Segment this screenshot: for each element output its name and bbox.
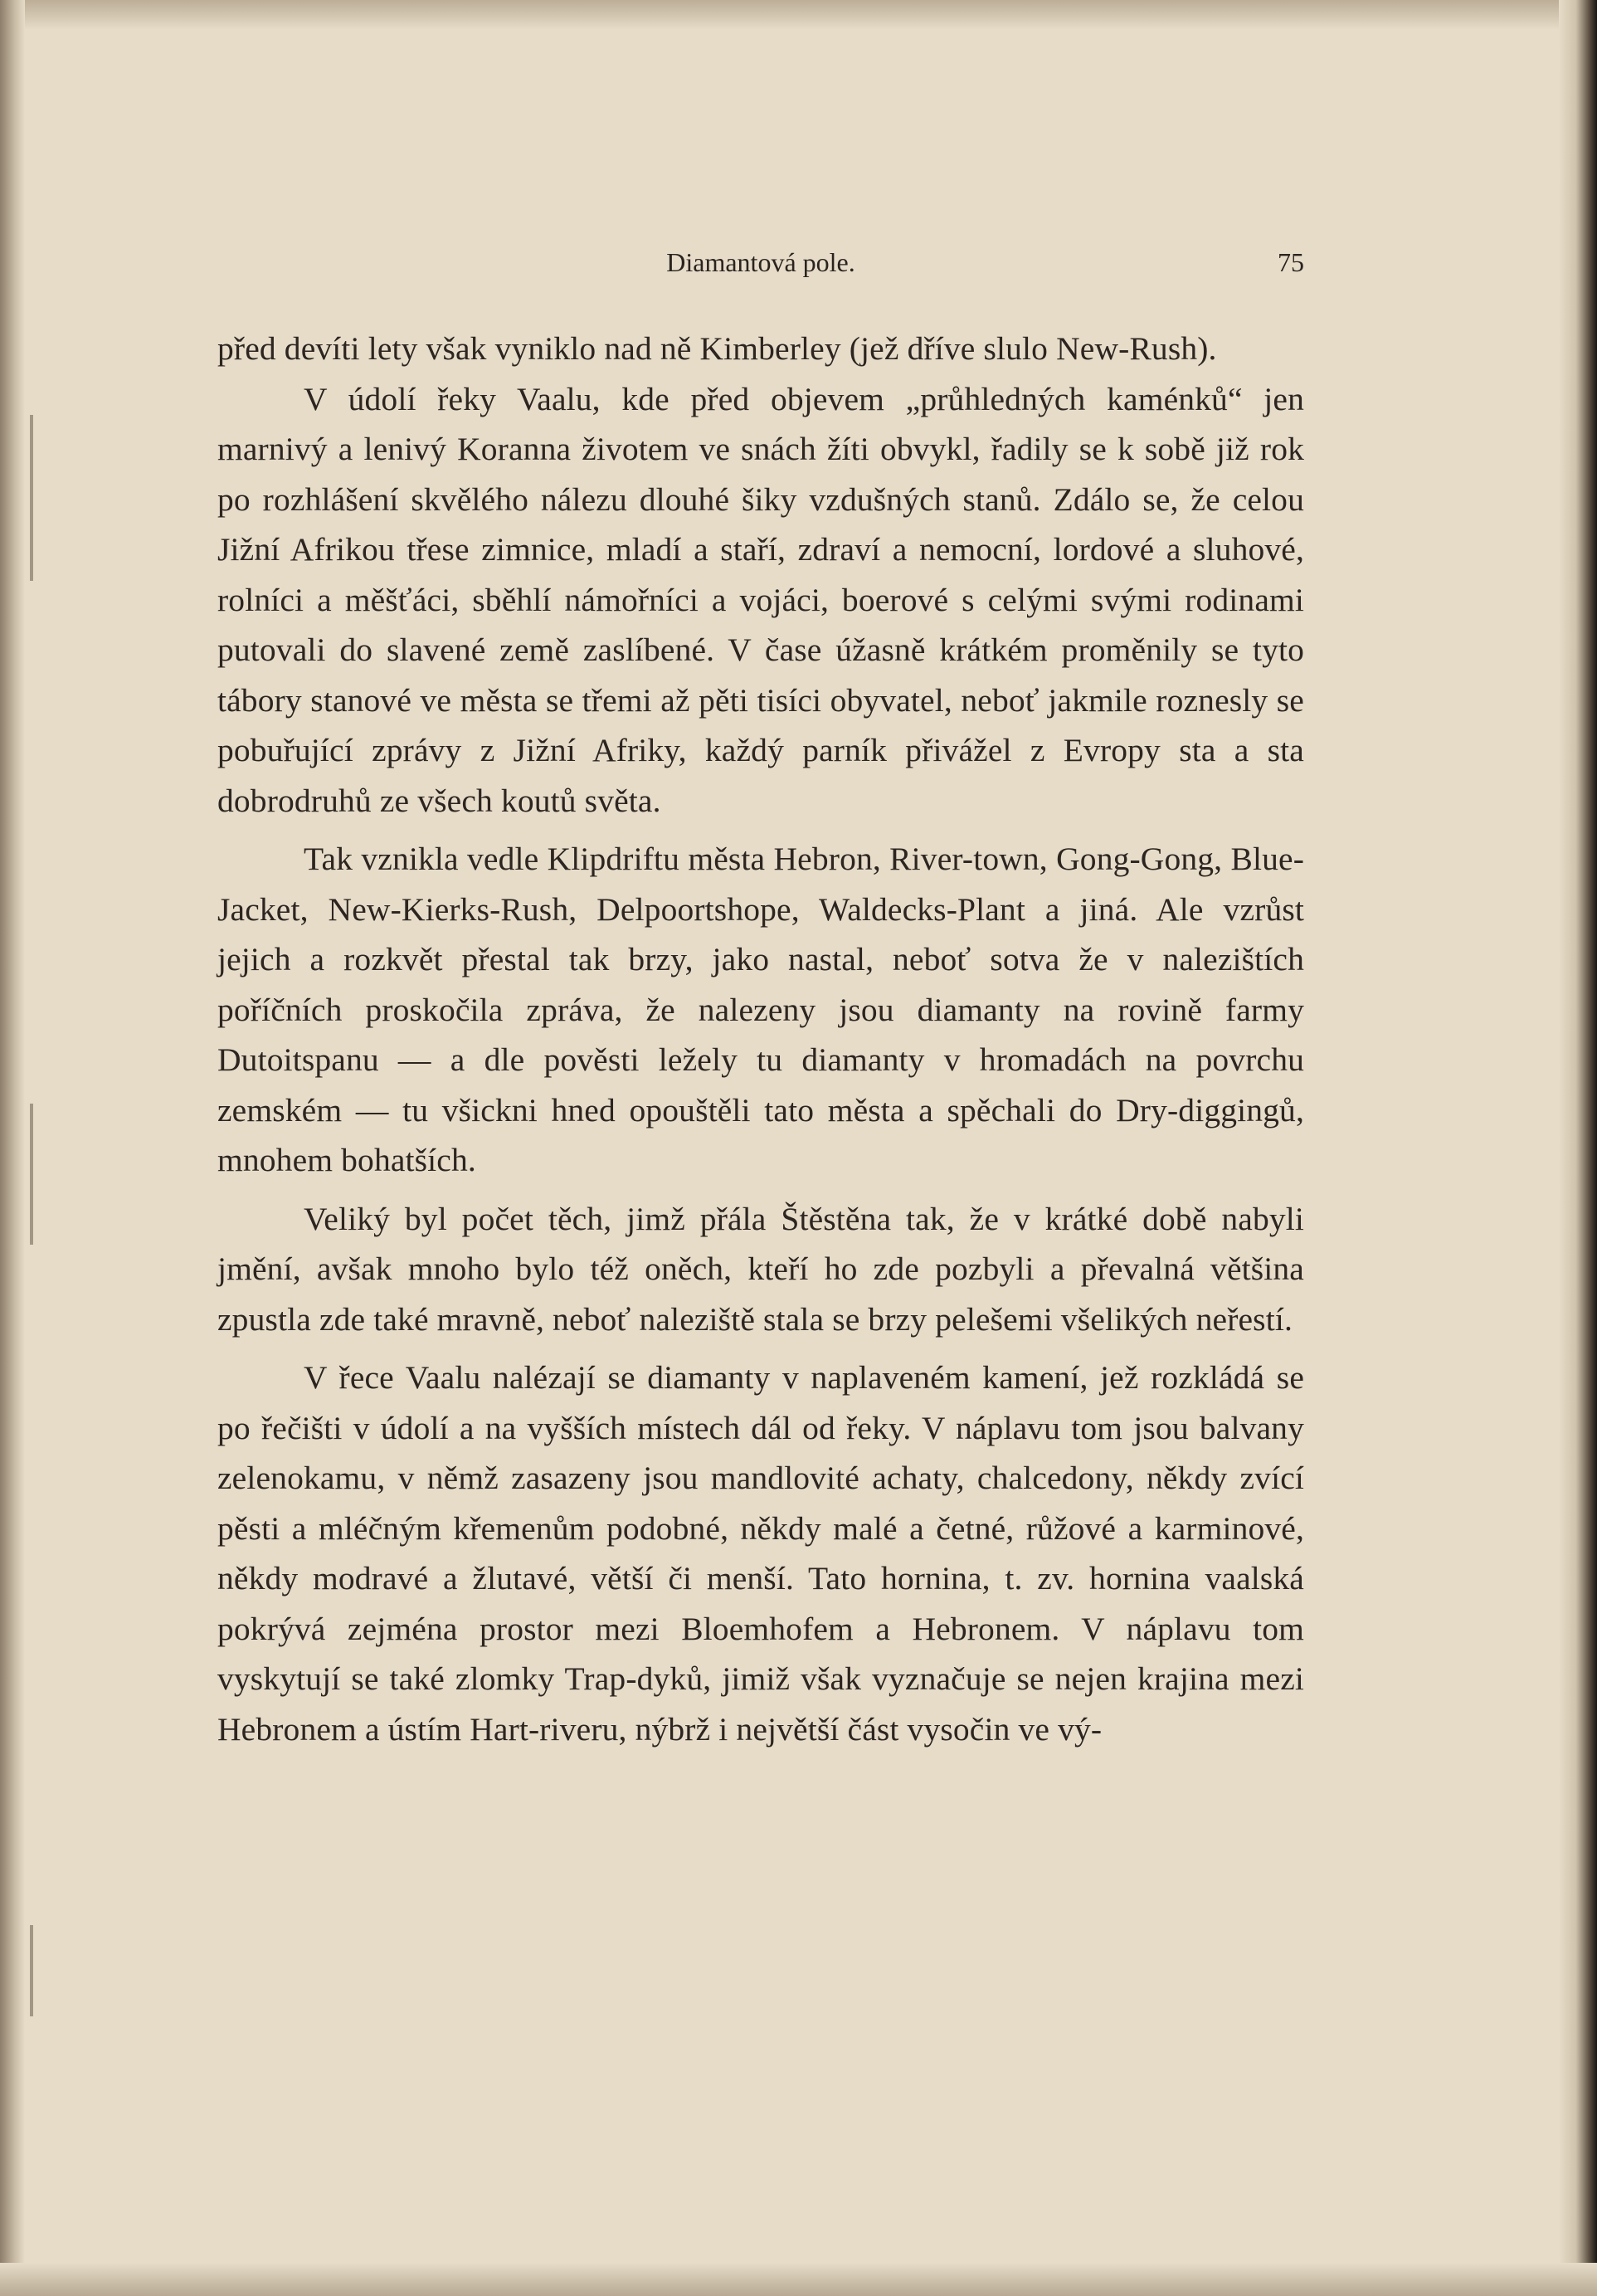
page-top-shadow xyxy=(0,0,1597,30)
paragraph: V řece Vaalu nalézají se diamanty v naplaveném kamení, jež rozkládá se po řečišti v údolí a na vyšších místech dál od řeky. V náplavu tom jsou balvany zelenokamu, v němž zasazeny jsou mandlovité achaty, chalcedony, někdy zvící pěsti a mléčným křemenům podobné, někdy malé a četné, růžové a karminové, někdy modravé a žlutavé, větší či menší. Tato hornina, t. zv. hornina vaalská pokrývá zejména prostor mezi Bloemhofem a Hebronem. V náplavu tom vyskytují se také zlomky Trap-dyků, jimiž však vyznačuje se nejen krajina mezi Hebronem a ústím Hart-riveru, nýbrž i největší část vysočin ve vý- xyxy=(217,1359,1304,1748)
page-gutter-shadow xyxy=(1559,0,1597,2296)
body-text xyxy=(217,324,1304,1754)
running-head xyxy=(217,246,1304,279)
paragraph: Veliký byl počet těch, jimž přála Štěstěna tak, že v krátké době nabyli jmění, avšak mnoho bylo též oněch, kteří ho zde pozbyli a převalná většina zpustla zde také mravně, neboť naleziště stala se brzy pelešemi všelikých neřestí. xyxy=(217,1200,1304,1338)
paragraph: před devíti lety však vyniklo nad ně Kimberley (jež dříve slulo New-Rush). xyxy=(217,330,1217,367)
margin-pencil-mark xyxy=(30,1925,33,2016)
running-title: Diamantová pole. xyxy=(666,247,855,277)
page-bottom-shadow xyxy=(0,2263,1597,2296)
paragraph: V údolí řeky Vaalu, kde před objevem „průhledných kaménků“ jen marnivý a lenivý Koranna životem ve snách žíti obvykl, řadily se k sobě již rok po rozhlášení skvělého nálezu dlouhé šiky vzdušných stanů. Zdálo se, že celou Jižní Afrikou třese zimnice, mladí a staří, zdraví a nemocní, lordové a sluhové, rolníci a měšťáci, sběhlí námořníci a vojáci, boerové s celými svými rodinami putovali do slavené země zaslíbené. V čase úžasně krátkém proměnily se tyto tábory stanové ve města se třemi až pěti tisíci obyvatel, neboť jakmile roznesly se pobuřující zprávy z Jižní Afriky, každý parník přivážel z Evropy sta a sta dobrodruhů ze všech koutů světa. xyxy=(217,380,1304,819)
page-number: 75 xyxy=(1278,247,1304,277)
margin-pencil-mark xyxy=(30,1104,33,1245)
margin-pencil-mark xyxy=(30,415,33,581)
paragraph: Tak vznikla vedle Klipdriftu města Hebron, River-town, Gong-Gong, Blue-Jacket, New-Kierks-Rush, Delpoortshope, Waldecks-Plant a jiná. Ale vzrůst jejich a rozkvět přestal tak brzy, jako nastal, neboť sotva že v nalezištích poříčních proskočila zpráva, že nalezeny jsou diamanty na rovině farmy Dutoitspanu — a dle pověsti ležely tu diamanty v hromadách na povrchu zemském — tu všickni hned opouštěli tato města a spěchali do Dry-diggingů, mnohem bohatších. xyxy=(217,841,1304,1178)
page-left-shadow xyxy=(0,0,25,2296)
